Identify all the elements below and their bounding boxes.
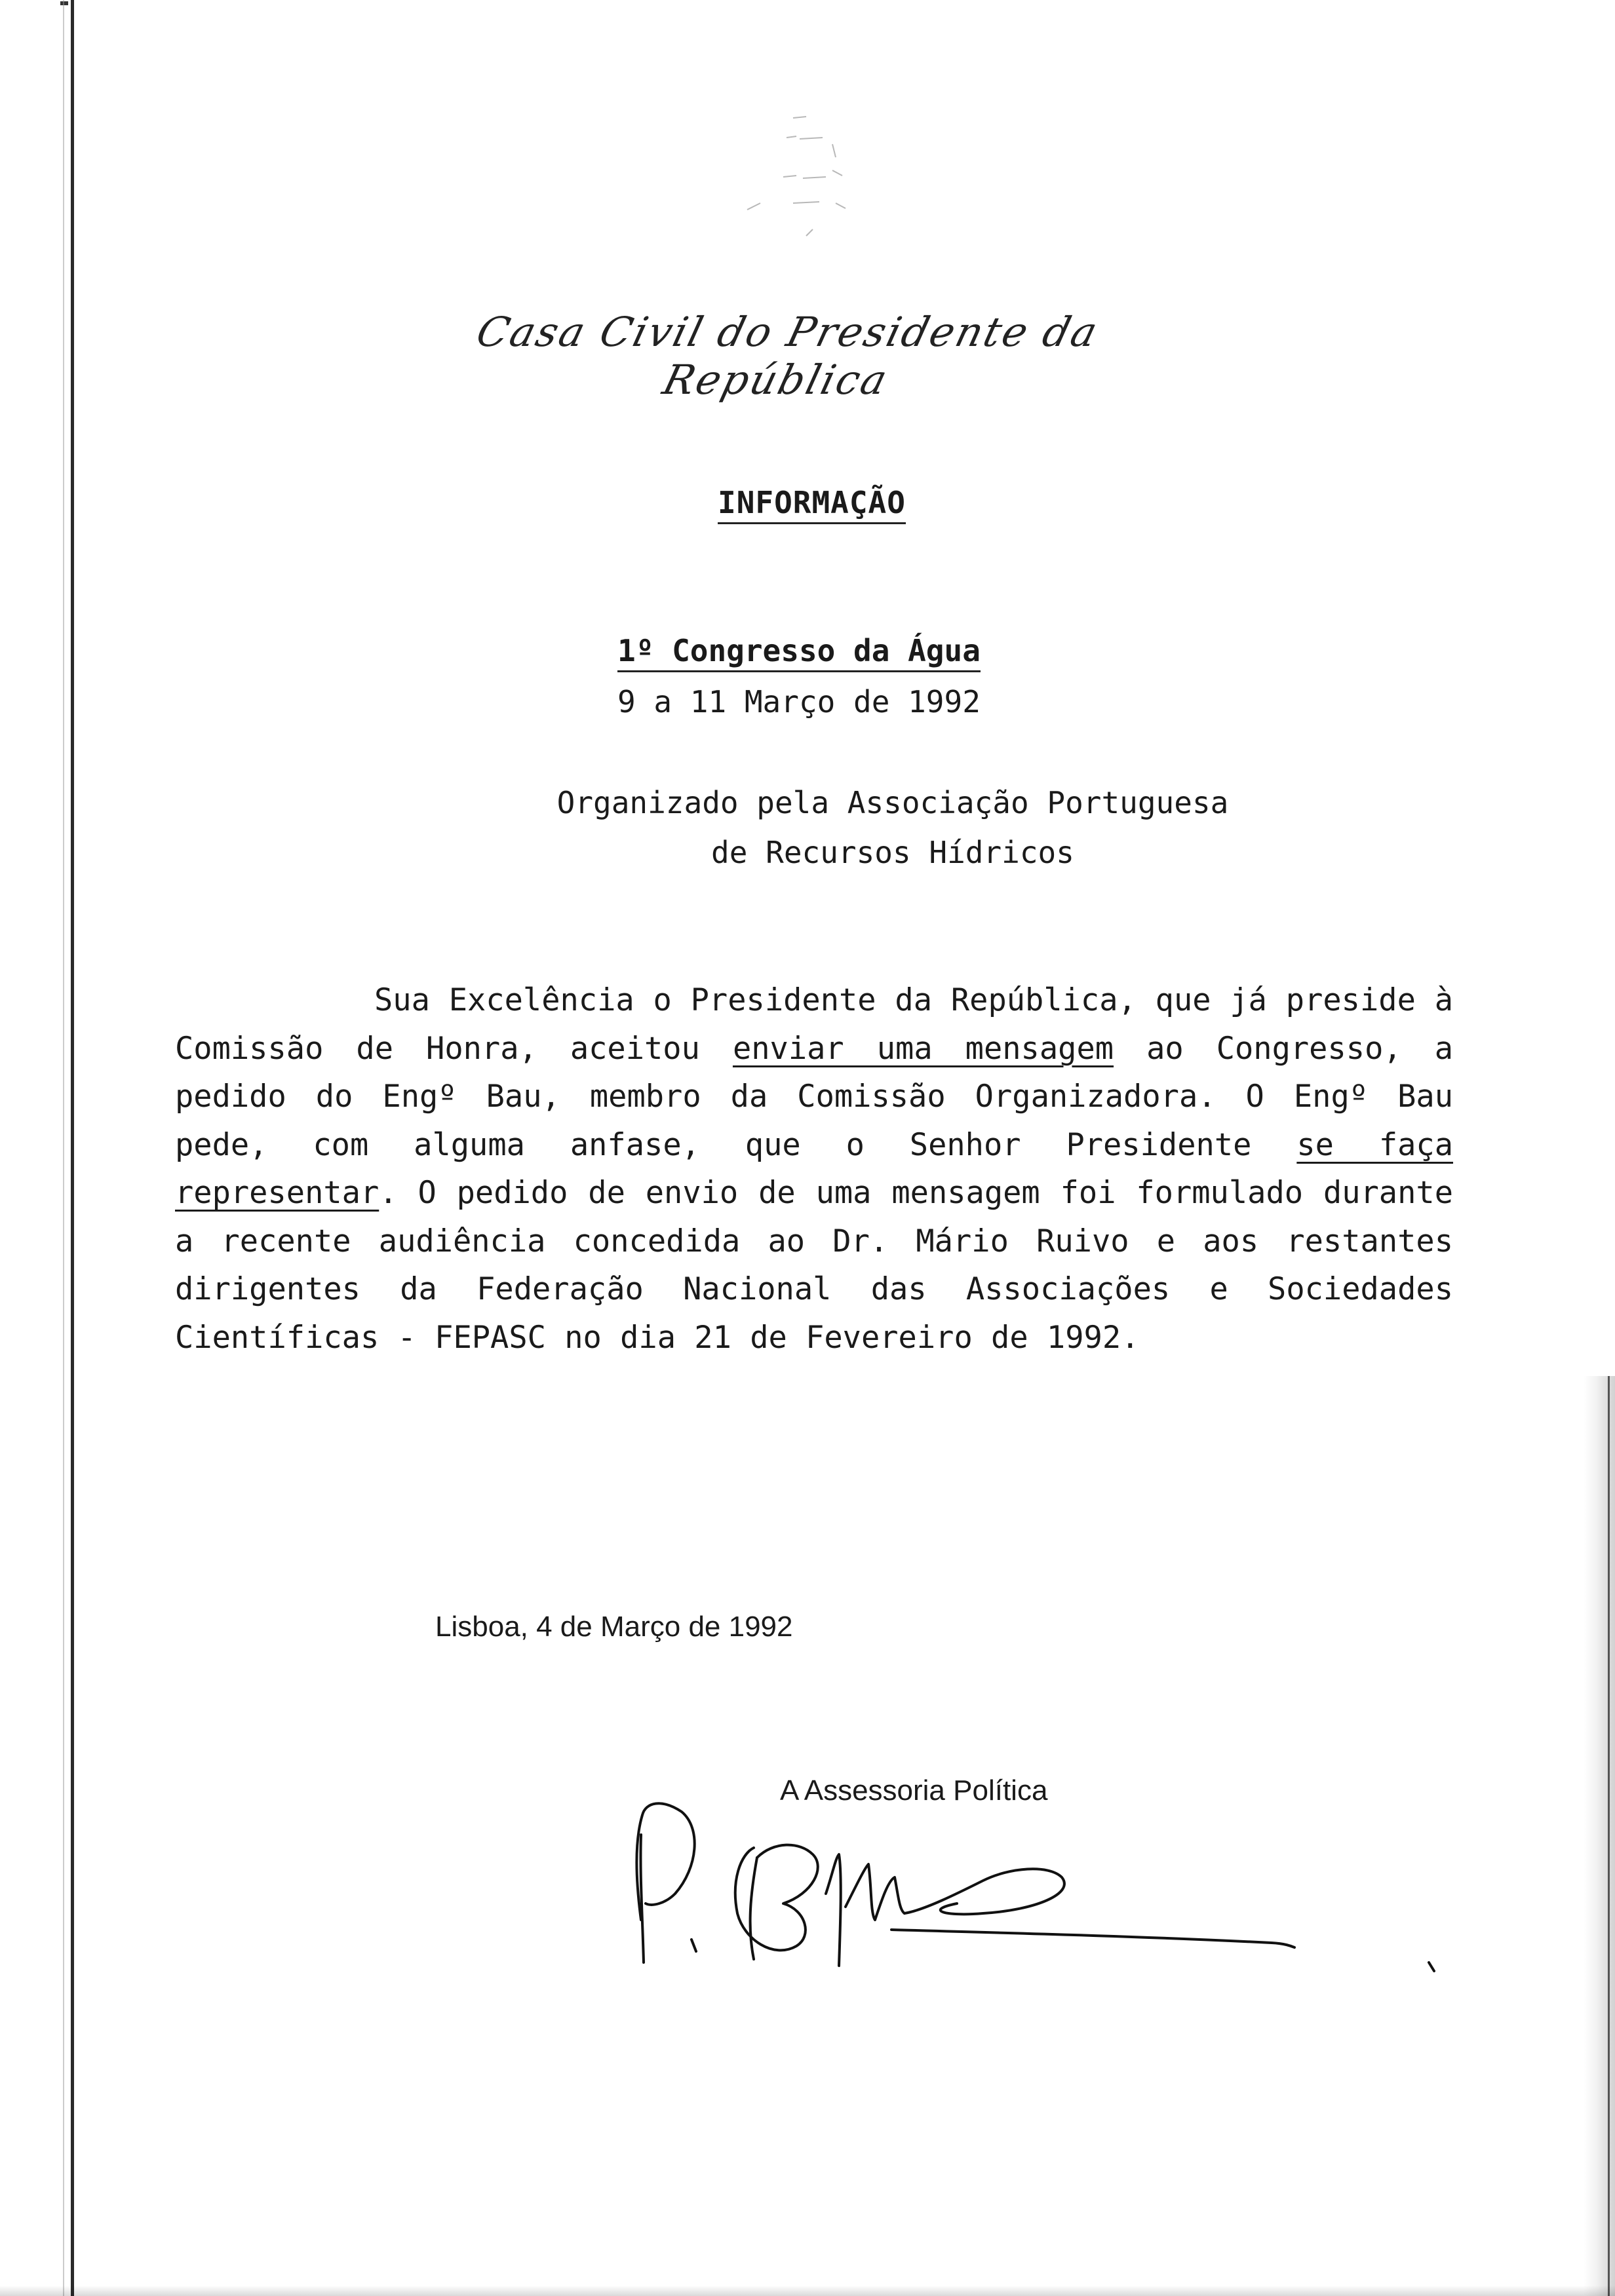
page-right-shadow xyxy=(1584,1376,1615,2296)
page-right-edge xyxy=(1608,1376,1610,2296)
event-name: 1º Congresso da Água xyxy=(617,634,981,672)
organizer-line-2: de Recursos Hídricos xyxy=(711,835,1074,870)
signer-title: A Assessoria Política xyxy=(780,1774,1048,1807)
document-title: INFORMAÇÃO xyxy=(718,486,906,524)
faint-stamp-marks xyxy=(734,105,878,256)
body-text-2: ao Congresso, a pedido do Engº Bau, membro da Comissão Organizadora. O Engº Bau pede, com alguma anfase, que o Senhor Presidente xyxy=(175,1030,1453,1163)
organizer-line-1: Organizado pela Associação Portuguesa xyxy=(556,785,1229,820)
page-left-edge xyxy=(71,0,74,2296)
page-edge-shadow xyxy=(63,0,64,2296)
scan-corner-mark xyxy=(60,1,68,5)
place-date: Lisboa, 4 de Março de 1992 xyxy=(435,1611,793,1643)
page-bottom-edge xyxy=(0,2286,1615,2296)
underlined-send-message: enviar uma mensagem xyxy=(732,1030,1114,1067)
handwritten-signature xyxy=(616,1795,1468,1985)
letterhead: Casa Civil do Presidente da República xyxy=(471,308,1104,404)
event-dates: 9 a 11 Março de 1992 xyxy=(617,684,981,719)
body-paragraph xyxy=(175,976,1453,1362)
body-text-3: . O pedido de envio de uma mensagem foi formulado durante a recente audiência concedida ao Dr. Mário Ruivo e aos restantes dirigentes da Federação Nacional das Associações e Sociedades Científicas - FEPASC no dia 21 de Fevereiro de 1992. xyxy=(175,1175,1453,1356)
underlined-be-represented: se faça representar xyxy=(175,1126,1454,1211)
body-text-1: Sua Excelência o Presidente da República, que já preside à Comissão de Honra, aceitou xyxy=(175,982,1453,1067)
